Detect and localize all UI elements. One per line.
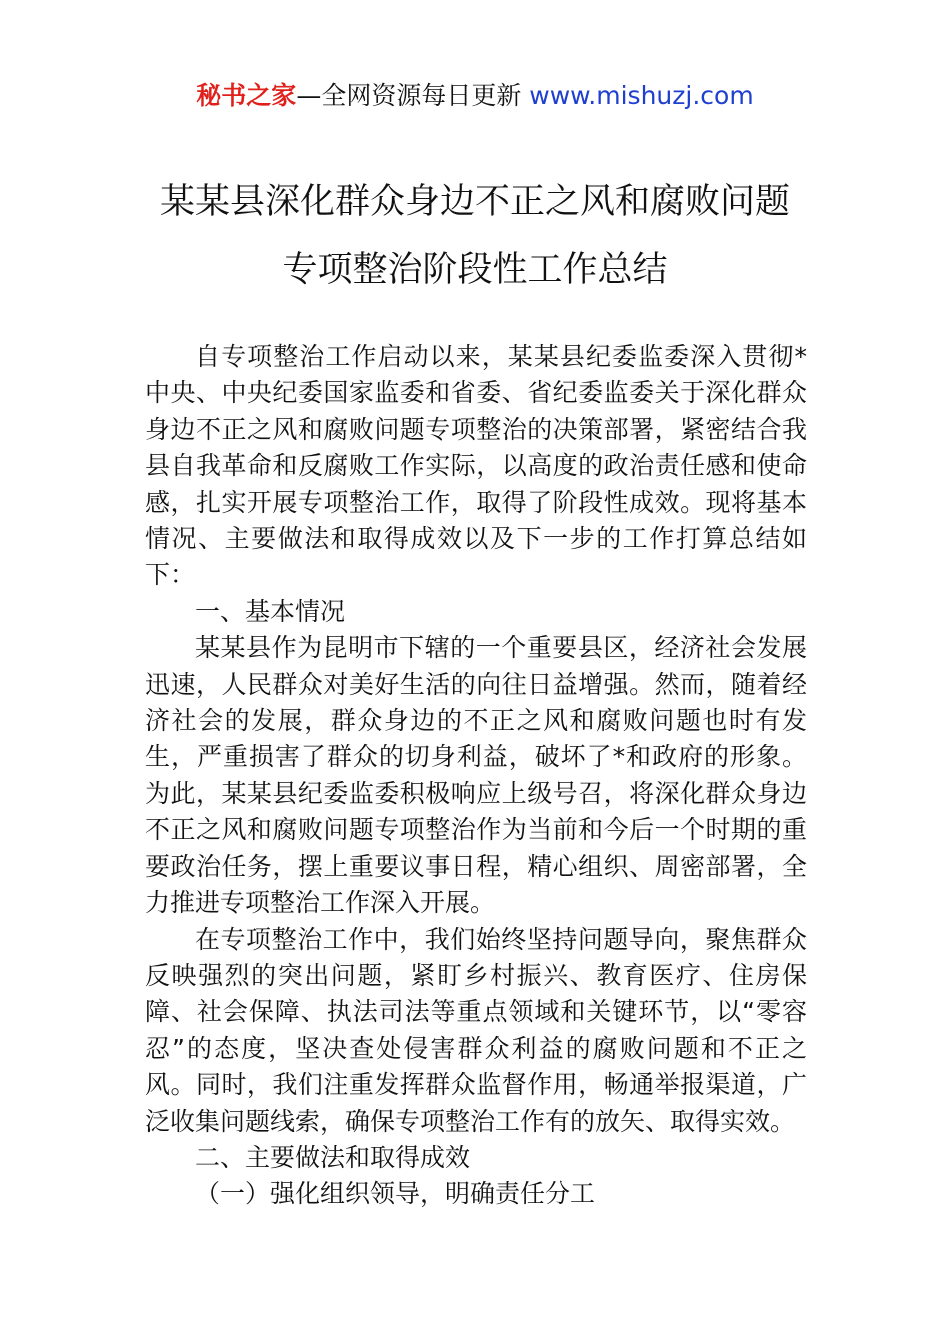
banner-tagline: —全网资源每日更新 [296, 81, 530, 110]
site-banner [0, 80, 950, 112]
document-title-line-2: 专项整治阶段性工作总结 [282, 250, 668, 290]
basic-situation-paragraph: 某某县作为昆明市下辖的一个重要县区，经济社会发展迅速，人民群众对美好生活的向往日益增强。然而，随着经济社会的发展，群众身边的不正之风和腐败问题也时有发生，严重损害了群众的切身利益，破坏了*和政府的形象。为此，某某县纪委监委积极响应上级号召，将深化群众身边不正之风和腐败问题专项整治作为当前和今后一个时期的重要政治任务，摆上重要议事日程，精心组织、周密部署，全力推进专项整治工作深入开展。 [145, 633, 807, 918]
section-heading-basic-situation: 一、基本情况 [195, 596, 346, 626]
section-heading-main-practices: 二、主要做法和取得成效 [195, 1142, 471, 1172]
site-url-link[interactable]: www.mishuzj.com [529, 81, 754, 110]
intro-paragraph: 自专项整治工作启动以来，某某县纪委监委深入贯彻*中央、中央纪委国家监委和省委、省纪委监委关于深化群众身边不正之风和腐败问题专项整治的决策部署，紧密结合我县自我革命和反腐败工作实际，以高度的政治责任感和使命感，扎实开展专项整治工作，取得了阶段性成效。现将基本情况、主要做法和取得成效以及下一步的工作打算总结如下： [145, 342, 807, 590]
rectification-paragraph: 在专项整治工作中，我们始终坚持问题导向，聚焦群众反映强烈的突出问题，紧盯乡村振兴、教育医疗、住房保障、社会保障、执法司法等重点领域和关键环节，以“零容忍”的态度，坚决查处侵害群众利益的腐败问题和不正之风。同时，我们注重发挥群众监督作用，畅通举报渠道，广泛收集问题线索，确保专项整治工作有的放矢、取得实效。 [145, 924, 807, 1136]
subsection-heading-leadership: （一）强化组织领导，明确责任分工 [195, 1179, 596, 1209]
document-title-line-1: 某某县深化群众身边不正之风和腐败问题 [159, 182, 790, 222]
document-body [145, 339, 807, 1213]
brand-name: 秘书之家 [196, 81, 297, 110]
